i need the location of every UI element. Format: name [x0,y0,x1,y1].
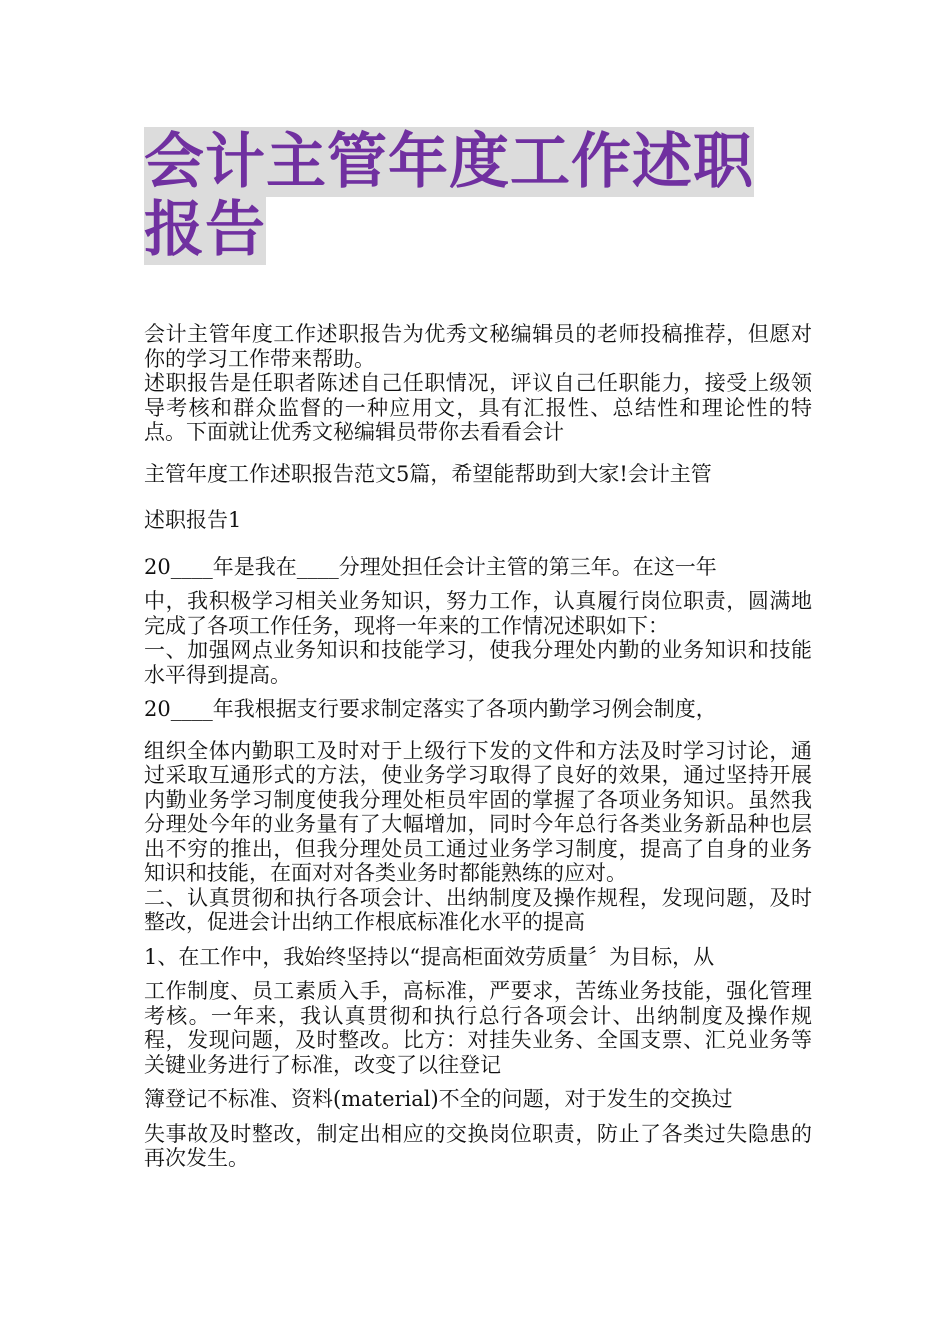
body-paragraph: 一、加强网点业务知识和技能学习，使我分理处内勤的业务知识和技能水平得到提高。 [144,638,812,687]
intro-continued-paragraph: 主管年度工作述职报告范文5篇，希望能帮助到大家!会计主管 [144,461,712,486]
document-title-text: 会计主管年度工作述职报告 [144,127,754,265]
body-paragraph: 20____年我根据支行要求制定落实了各项内勤学习例会制度， [144,697,717,721]
intro-paragraph: 会计主管年度工作述职报告为优秀文秘编辑员的老师投稿推荐，但愿对你的学习工作带来帮助。 [144,322,812,371]
body-paragraph: 1、在工作中，我始终坚持以“提高柜面效劳质量〞为目标，从 [144,944,715,969]
body-paragraph: 20____年是我在____分理处担任会计主管的第三年。在这一年 [144,554,717,579]
definition-paragraph: 述职报告是任职者陈述自己任职情况，评议自己任职能力，接受上级领导考核和群众监督的一种应用文，具有汇报性、总结性和理论性的特点。下面就让优秀文秘编辑员带你去看看会计 [144,371,812,444]
document-body [144,322,812,1171]
body-paragraph: 失事故及时整改，制定出相应的交换岗位职责，防止了各类过失隐患的再次发生。 [144,1121,812,1170]
body-paragraph: 二、认真贯彻和执行各项会计、出纳制度及操作规程，发现问题，及时整改，促进会计出纳工作根底标准化水平的提高 [144,885,812,934]
document-title [144,128,814,264]
body-paragraph: 中，我积极学习相关业务知识，努力工作，认真履行岗位职责，圆满地完成了各项工作任务，现将一年来的工作情况述职如下： [144,589,812,638]
body-paragraph: 工作制度、员工素质入手，高标准，严要求，苦练业务技能，强化管理考核。一年来，我认真贯彻和执行总行各项会计、出纳制度及操作规程，发现问题，及时整改。比方：对挂失业务、全国支票、汇兑业务等关键业务进行了标准，改变了以往登记 [144,979,812,1077]
body-paragraph: 簿登记不标准、资料(material)不全的问题，对于发生的交换过 [144,1087,733,1111]
section-heading: 述职报告1 [144,508,242,532]
body-paragraph: 组织全体内勤职工及时对于上级行下发的文件和方法及时学习讨论，通过采取互通形式的方法，使业务学习取得了良好的效果，通过坚持开展内勤业务学习制度使我分理处柜员牢固的掌握了各项业务知识。虽然我分理处今年的业务量有了大幅增加，同时今年总行各类业务新品种也层出不穷的推出，但我分理处员工通过业务学习制度，提高了自身的业务知识和技能，在面对对各类业务时都能熟练的应对。 [144,738,812,885]
